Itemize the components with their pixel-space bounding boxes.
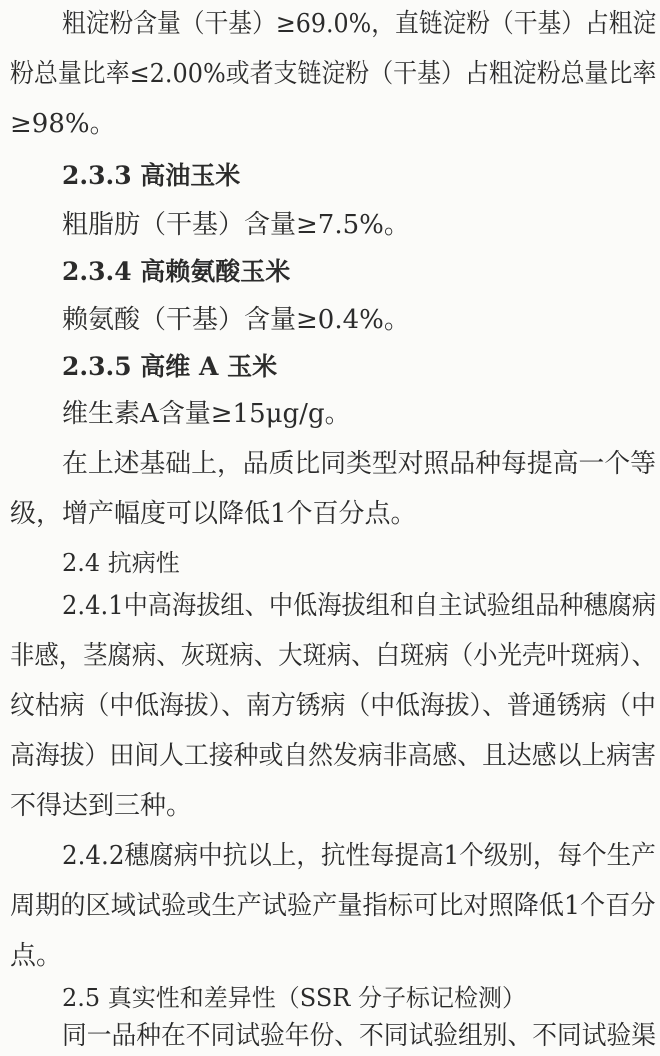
section-heading: 2.4 抗病性 xyxy=(62,549,180,577)
paragraph-line: ≥98%。 xyxy=(10,109,116,139)
section-heading: 2.3.3 高油玉米 xyxy=(62,161,241,190)
section-heading: 2.3.4 高赖氨酸玉米 xyxy=(62,257,291,286)
paragraph-line: 2.4.2穗腐病中抗以上，抗性每提高1个级别，每个生产 xyxy=(62,841,656,871)
paragraph-line: 同一品种在不同试验年份、不同试验组别、不同试验渠 xyxy=(62,1021,657,1051)
paragraph-line: 2.4.1中高海拔组、中低海拔组和自主试验组品种穗腐病 xyxy=(62,591,657,621)
section-heading: 2.3.5 高维 A 玉米 xyxy=(62,352,278,381)
paragraph-line: 赖氨酸（干基）含量≥0.4%。 xyxy=(62,305,410,335)
paragraph-line: 维生素A含量≥15μg/g。 xyxy=(62,399,351,429)
paragraph-line: 粉总量比率≤2.00%或者支链淀粉（干基）占粗淀粉总量比率 xyxy=(10,59,657,89)
paragraph-line: 高海拔）田间人工接种或自然发病非高感、且达感以上病害 xyxy=(10,741,657,771)
paragraph-line: 非感，茎腐病、灰斑病、大斑病、白斑病（小光壳叶斑病）、 xyxy=(10,641,657,671)
paragraph-line: 不得达到三种。 xyxy=(10,791,193,821)
paragraph-line: 在上述基础上，品质比同类型对照品种每提高一个等 xyxy=(62,449,657,479)
section-heading: 2.5 真实性和差异性（SSR 分子标记检测） xyxy=(62,984,526,1012)
paragraph-line: 点。 xyxy=(10,941,63,971)
paragraph-line: 纹枯病（中低海拔）、南方锈病（中低海拔）、普通锈病（中 xyxy=(10,691,657,721)
paragraph-line: 级，增产幅度可以降低1个百分点。 xyxy=(10,499,417,529)
paragraph-line: 粗脂肪（干基）含量≥7.5%。 xyxy=(62,210,410,240)
paragraph-line: 周期的区域试验或生产试验产量指标可比对照降低1个百分 xyxy=(10,891,656,921)
paragraph-line: 粗淀粉含量（干基）≥69.0%，直链淀粉（干基）占粗淀 xyxy=(62,9,657,39)
